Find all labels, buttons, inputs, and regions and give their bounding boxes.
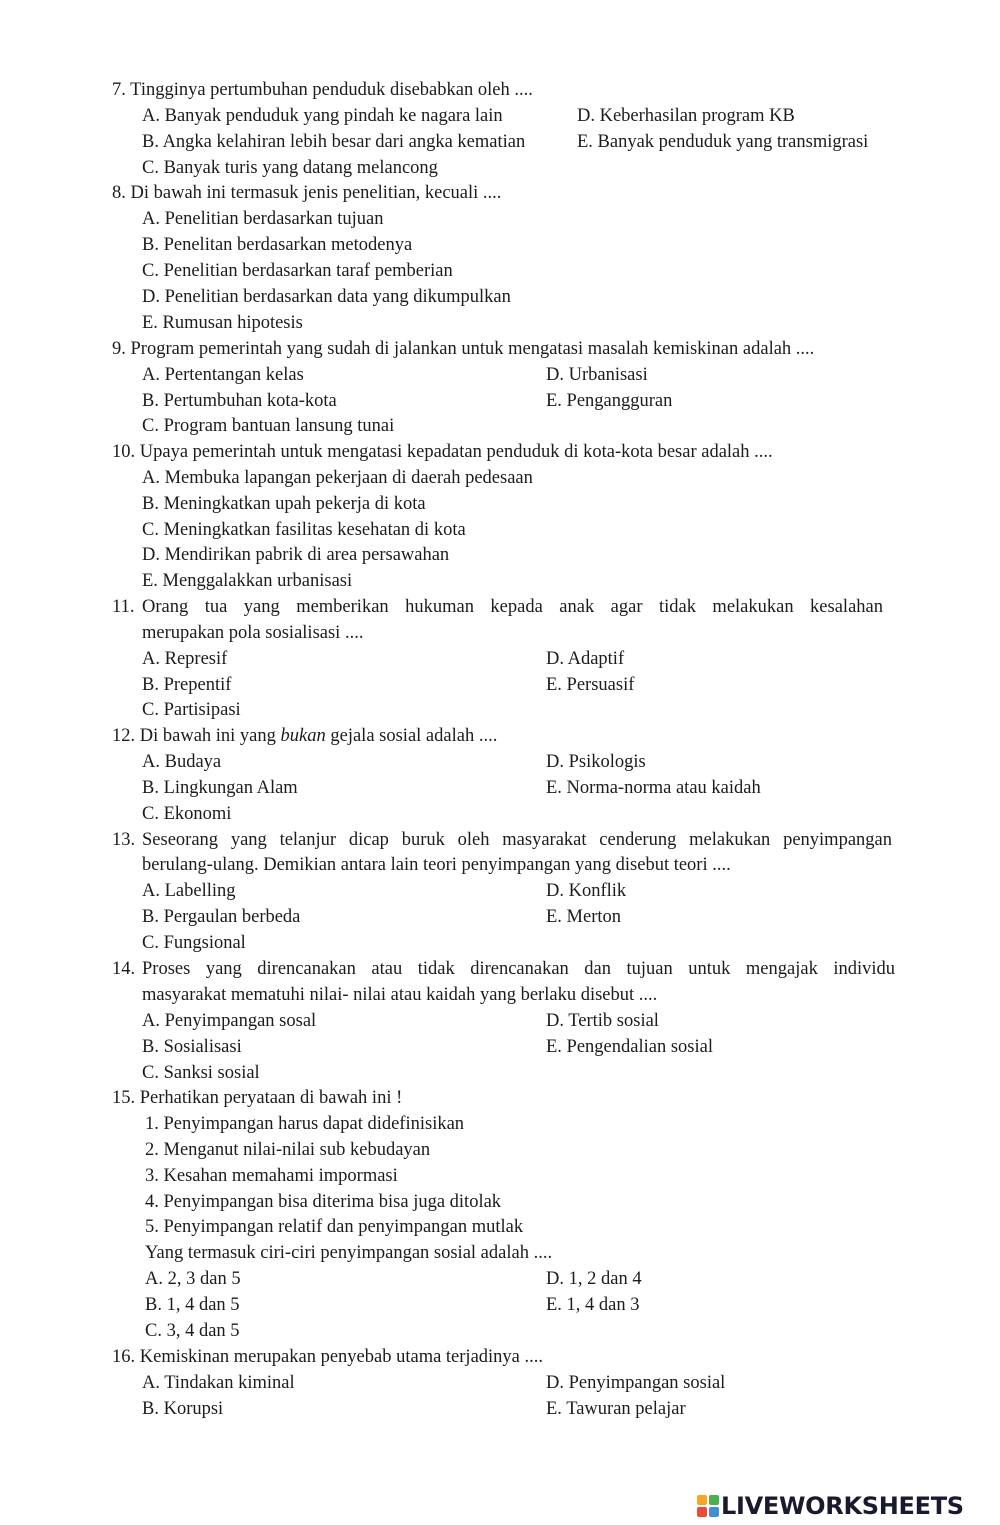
q11-option-e[interactable]: E. Persuasif [546, 675, 635, 695]
q9-option-b[interactable]: B. Pertumbuhan kota-kota [142, 391, 337, 411]
q14-option-e[interactable]: E. Pengendalian sosial [546, 1037, 713, 1057]
q15-statement-2: 2. Menganut nilai-nilai sub kebudayan [145, 1140, 431, 1160]
q8-option-d[interactable]: D. Penelitian berdasarkan data yang dikumpulkan [142, 287, 511, 307]
q14-option-c[interactable]: C. Sanksi sosial [142, 1063, 260, 1083]
q7-option-b[interactable]: B. Angka kelahiran lebih besar dari angka kematian [142, 132, 526, 152]
q12-stem-pre: 12. Di bawah ini yang [112, 726, 281, 746]
q12-stem-post: gejala sosial adalah .... [325, 726, 498, 746]
q15-option-a[interactable]: A. 2, 3 dan 5 [145, 1269, 241, 1289]
q15-prompt: Yang termasuk ciri-ciri penyimpangan sosial adalah .... [145, 1243, 553, 1263]
q13-stem-line1: Seseorang yang telanjur dicap buruk oleh masyarakat cenderung melakukan penyimpangan [142, 830, 892, 850]
q12-stem [112, 725, 497, 747]
q15-option-b[interactable]: B. 1, 4 dan 5 [145, 1295, 240, 1315]
q13-stem-line2: berulang-ulang. Demikian antara lain teori penyimpangan yang disebut teori .... [142, 855, 731, 875]
q9-option-d[interactable]: D. Urbanisasi [546, 365, 648, 385]
q12-option-b[interactable]: B. Lingkungan Alam [142, 778, 298, 798]
q11-option-b[interactable]: B. Prepentif [142, 675, 232, 695]
q14-option-a[interactable]: A. Penyimpangan sosal [142, 1011, 317, 1031]
q12-stem-emphasis: bukan [280, 726, 326, 746]
liveworksheets-watermark [697, 1493, 992, 1519]
q8-stem: 8. Di bawah ini termasuk jenis penelitian, kecuali .... [112, 183, 502, 203]
q9-option-e[interactable]: E. Pengangguran [546, 391, 673, 411]
q8-option-c[interactable]: C. Penelitian berdasarkan taraf pemberian [142, 261, 453, 281]
q14-option-b[interactable]: B. Sosialisasi [142, 1037, 242, 1057]
q13-option-a[interactable]: A. Labelling [142, 881, 236, 901]
q8-option-e[interactable]: E. Rumusan hipotesis [142, 313, 303, 333]
q7-option-a[interactable]: A. Banyak penduduk yang pindah ke nagara lain [142, 106, 503, 126]
q15-statement-1: 1. Penyimpangan harus dapat didefinisikan [145, 1114, 465, 1134]
q9-option-c[interactable]: C. Program bantuan lansung tunai [142, 416, 395, 436]
q12-option-a[interactable]: A. Budaya [142, 752, 222, 772]
q13-option-c[interactable]: C. Fungsional [142, 933, 246, 953]
liveworksheets-wordmark: LIVEWORKSHEETS [721, 1492, 964, 1520]
q8-option-b[interactable]: B. Penelitan berdasarkan metodenya [142, 235, 413, 255]
q8-option-a[interactable]: A. Penelitian berdasarkan tujuan [142, 209, 384, 229]
q11-option-d[interactable]: D. Adaptif [546, 649, 625, 669]
q15-option-d[interactable]: D. 1, 2 dan 4 [546, 1269, 642, 1289]
q10-option-e[interactable]: E. Menggalakkan urbanisasi [142, 571, 353, 591]
q11-option-c[interactable]: C. Partisipasi [142, 700, 241, 720]
q11-stem-line2: merupakan pola sosialisasi .... [142, 623, 364, 643]
q13-option-e[interactable]: E. Merton [546, 907, 622, 927]
q14-option-d[interactable]: D. Tertib sosial [546, 1011, 659, 1031]
q16-option-a[interactable]: A. Tindakan kiminal [142, 1373, 295, 1393]
q13-number: 13. [112, 830, 136, 850]
q12-option-c[interactable]: C. Ekonomi [142, 804, 232, 824]
q16-option-b[interactable]: B. Korupsi [142, 1399, 224, 1419]
q14-number: 14. [112, 959, 136, 979]
q15-statement-5: 5. Penyimpangan relatif dan penyimpangan mutlak [145, 1217, 524, 1237]
q13-option-d[interactable]: D. Konflik [546, 881, 627, 901]
q7-stem: 7. Tingginya pertumbuhan penduduk disebabkan oleh .... [112, 80, 533, 100]
q11-option-a[interactable]: A. Represif [142, 649, 228, 669]
q14-stem-line2: masyarakat mematuhi nilai- nilai atau kaidah yang berlaku disebut .... [142, 985, 658, 1005]
q15-statement-4: 4. Penyimpangan bisa diterima bisa juga ditolak [145, 1192, 502, 1212]
q15-option-c[interactable]: C. 3, 4 dan 5 [145, 1321, 240, 1341]
q15-option-e[interactable]: E. 1, 4 dan 3 [546, 1295, 640, 1315]
q9-stem: 9. Program pemerintah yang sudah di jalankan untuk mengatasi masalah kemiskinan adalah .... [112, 339, 815, 359]
q12-option-e[interactable]: E. Norma-norma atau kaidah [546, 778, 761, 798]
q15-statement-3: 3. Kesahan memahami impormasi [145, 1166, 398, 1186]
q10-option-b[interactable]: B. Meningkatkan upah pekerja di kota [142, 494, 426, 514]
q13-option-b[interactable]: B. Pergaulan berbeda [142, 907, 301, 927]
q10-option-c[interactable]: C. Meningkatkan fasilitas kesehatan di kota [142, 520, 466, 540]
q15-stem: 15. Perhatikan peryataan di bawah ini ! [112, 1088, 403, 1108]
q9-option-a[interactable]: A. Pertentangan kelas [142, 365, 304, 385]
q14-stem-line1: Proses yang direncanakan atau tidak direncanakan dan tujuan untuk mengajak individu [142, 959, 895, 979]
q12-option-d[interactable]: D. Psikologis [546, 752, 646, 772]
q16-option-e[interactable]: E. Tawuran pelajar [546, 1399, 686, 1419]
q7-option-c[interactable]: C. Banyak turis yang datang melancong [142, 158, 438, 178]
q10-option-d[interactable]: D. Mendirikan pabrik di area persawahan [142, 545, 450, 565]
q16-option-d[interactable]: D. Penyimpangan sosial [546, 1373, 726, 1393]
q11-stem-line1: Orang tua yang memberikan hukuman kepada anak agar tidak melakukan kesalahan [142, 597, 883, 617]
liveworksheets-logo-icon [697, 1495, 719, 1517]
q7-option-d[interactable]: D. Keberhasilan program KB [577, 106, 795, 126]
q10-stem: 10. Upaya pemerintah untuk mengatasi kepadatan penduduk di kota-kota besar adalah .... [112, 442, 773, 462]
q11-number: 11. [112, 597, 135, 617]
q10-option-a[interactable]: A. Membuka lapangan pekerjaan di daerah pedesaan [142, 468, 533, 488]
q7-option-e[interactable]: E. Banyak penduduk yang transmigrasi [577, 132, 869, 152]
q16-stem: 16. Kemiskinan merupakan penyebab utama terjadinya .... [112, 1347, 544, 1367]
